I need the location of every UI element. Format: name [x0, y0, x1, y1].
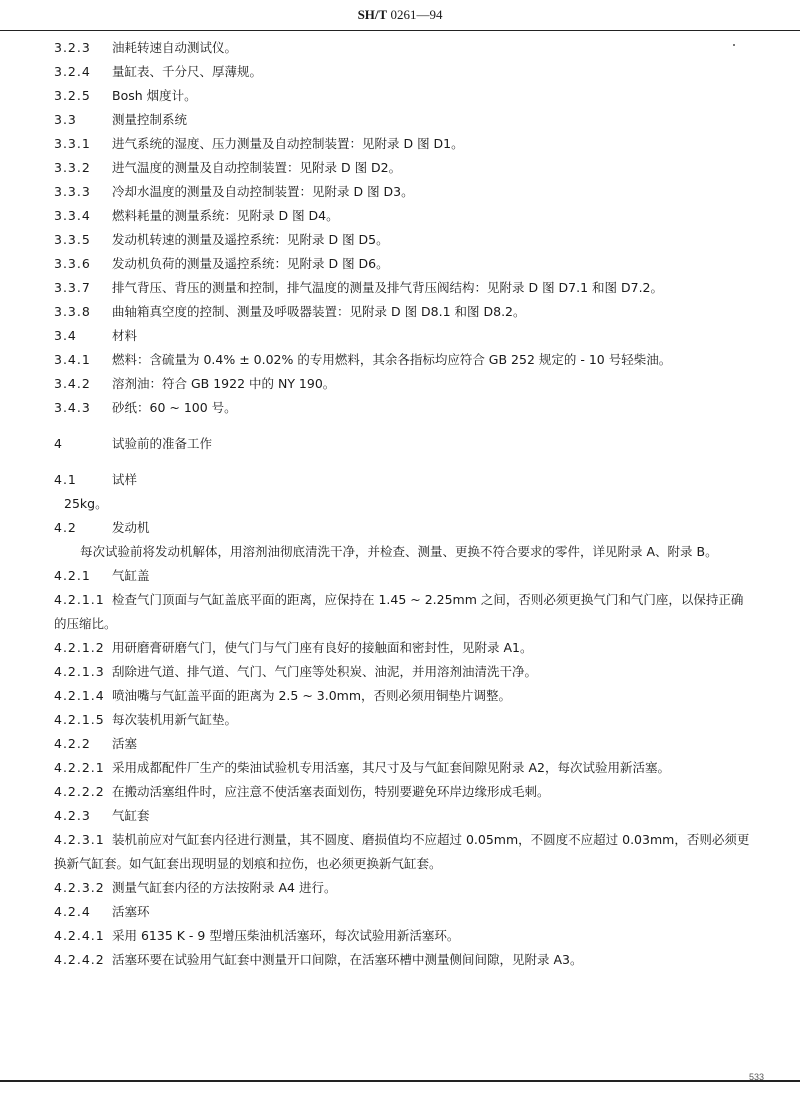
clause-text: 气缸盖	[112, 568, 150, 583]
clause-number: 3.4.1	[54, 352, 91, 367]
clause-text: 量缸表、千分尺、厚薄规。	[112, 64, 263, 79]
clause-number: 3.3.4	[54, 208, 91, 223]
clause-number: 3.3.8	[54, 304, 91, 319]
clause-number: 3.3	[54, 112, 77, 127]
clause-number: 4.2.1.2	[54, 640, 105, 655]
clause-number: 4.2.1.3	[54, 664, 105, 679]
clause-text: Bosh 烟度计。	[112, 88, 197, 103]
clause-line	[54, 564, 754, 588]
section-number: 4	[54, 436, 63, 451]
clause-text: 进气温度的测量及自动控制装置：见附录 D 图 D2。	[112, 160, 402, 175]
clause-number: 4.2.3.1	[54, 832, 105, 847]
clause-line	[54, 300, 754, 324]
clause-number: 4.2.2.2	[54, 784, 105, 799]
clause-number: 3.3.2	[54, 160, 91, 175]
document-body	[54, 36, 754, 972]
clause-line	[54, 60, 754, 84]
clause-line	[54, 372, 754, 396]
clause-text: 采用成都配件厂生产的柴油试验机专用活塞，其尺寸及与气缸套间隙见附录 A2，每次试验用新活塞。	[112, 760, 670, 775]
clause-line	[54, 900, 754, 924]
clause-line	[54, 468, 754, 492]
clause-line	[54, 828, 754, 876]
clause-text: 检查气门顶面与气缸盖底平面的距离，应保持在 1.45 ~ 2.25mm 之间，否则必须更换气门和气门座，以保持正确的压缩比。	[54, 592, 744, 631]
page-header	[0, 0, 800, 31]
clause-line	[54, 156, 754, 180]
clause-number: 3.4.2	[54, 376, 91, 391]
clause-line	[54, 396, 754, 420]
clause-text: 用研磨膏研磨气门，使气门与气门座有良好的接触面和密封性，见附录 A1。	[112, 640, 533, 655]
clause-number: 4.2.1	[54, 568, 91, 583]
footer-rule	[0, 1080, 800, 1082]
clause-text: 燃料耗量的测量系统：见附录 D 图 D4。	[112, 208, 339, 223]
clause-line	[54, 708, 754, 732]
clause-line	[54, 876, 754, 900]
clause-number: 4.2.4.2	[54, 952, 105, 967]
clause-line	[54, 684, 754, 708]
clause-text: 曲轴箱真空度的控制、测量及呼吸器装置：见附录 D 图 D8.1 和图 D8.2。	[112, 304, 526, 319]
clause-text: 材料	[112, 328, 138, 343]
clause-text: 刮除进气道、排气道、气门、气门座等处积炭、油泥，并用溶剂油清洗干净。	[112, 664, 538, 679]
standard-prefix: SH/T	[357, 7, 388, 22]
clause-number: 4.2.4.1	[54, 928, 105, 943]
clause-number: 4.2.2	[54, 736, 91, 751]
clause-number: 3.3.5	[54, 232, 91, 247]
clause-number: 3.2.3	[54, 40, 91, 55]
clause-line	[54, 132, 754, 156]
clause-line	[54, 540, 754, 564]
clause-text: 测量气缸套内径的方法按附录 A4 进行。	[112, 880, 337, 895]
clause-number: 3.2.4	[54, 64, 91, 79]
clause-text: 发动机	[112, 520, 150, 535]
clause-text: 在搬动活塞组件时，应注意不使活塞表面划伤，特别要避免环岸边缘形成毛刺。	[112, 784, 550, 799]
section-title: 试验前的准备工作	[112, 436, 213, 451]
clause-text: 采用 6135 K - 9 型增压柴油机活塞环，每次试验用新活塞环。	[112, 928, 460, 943]
clause-line	[54, 36, 754, 60]
clause-line	[54, 228, 754, 252]
clause-line	[54, 732, 754, 756]
clause-line	[54, 108, 754, 132]
clause-number: 4.2.1.1	[54, 592, 105, 607]
clause-line	[54, 780, 754, 804]
clause-line	[54, 324, 754, 348]
standard-code: 0261—94	[390, 7, 443, 22]
clause-text: 每次试验前将发动机解体，用溶剂油彻底清洗干净，并检查、测量、更换不符合要求的零件，详见附录 A、附录 B。	[80, 544, 718, 559]
clause-line	[54, 252, 754, 276]
clause-line	[54, 348, 754, 372]
clause-text: 排气背压、背压的测量和控制，排气温度的测量及排气背压阀结构：见附录 D 图 D7.1 和图 D7.2。	[112, 280, 664, 295]
clause-number: 3.3.1	[54, 136, 91, 151]
clause-text: 油耗转速自动测试仪。	[112, 40, 238, 55]
section-4-lines	[54, 468, 754, 972]
clause-text: 活塞	[112, 736, 138, 751]
clause-number: 4.2.4	[54, 904, 91, 919]
clause-line	[54, 636, 754, 660]
clause-text: 喷油嘴与气缸盖平面的距离为 2.5 ~ 3.0mm，否则必须用铜垫片调整。	[112, 688, 512, 703]
clause-text: 气缸套	[112, 808, 150, 823]
clause-line	[54, 588, 754, 636]
clause-number: 3.3.3	[54, 184, 91, 199]
clause-number: 3.3.7	[54, 280, 91, 295]
clause-line	[54, 180, 754, 204]
clause-line	[54, 492, 754, 516]
clause-text: 每次装机用新气缸垫。	[112, 712, 238, 727]
clause-line	[54, 660, 754, 684]
clause-line	[54, 756, 754, 780]
clause-text: 活塞环要在试验用气缸套中测量开口间隙，在活塞环槽中测量侧间间隙，见附录 A3。	[112, 952, 583, 967]
clause-text: 测量控制系统	[112, 112, 188, 127]
clause-text: 25kg。	[64, 496, 108, 511]
clause-number: 4.2.3.2	[54, 880, 105, 895]
section-4-title	[54, 432, 754, 456]
clause-number: 4.1	[54, 472, 77, 487]
clause-number: 4.2.1.5	[54, 712, 105, 727]
page-number: 533	[748, 1072, 764, 1082]
clause-text: 溶剂油：符合 GB 1922 中的 NY 190。	[112, 376, 336, 391]
clause-text: 装机前应对气缸套内径进行测量，其不圆度、磨损值均不应超过 0.05mm，不圆度不应超过 0.03mm，否则必须更换新气缸套。如气缸套出现明显的划痕和拉伤，也必须更换新气缸套。	[54, 832, 750, 871]
clause-number: 3.4.3	[54, 400, 91, 415]
clause-text: 冷却水温度的测量及自动控制装置：见附录 D 图 D3。	[112, 184, 414, 199]
clause-text: 发动机转速的测量及遥控系统：见附录 D 图 D5。	[112, 232, 389, 247]
clause-text: 活塞环	[112, 904, 150, 919]
clause-text: 燃料：含硫量为 0.4% ± 0.02% 的专用燃料，其余各指标均应符合 GB 252 规定的 - 10 号轻柴油。	[112, 352, 672, 367]
clause-line	[54, 204, 754, 228]
clause-number: 3.4	[54, 328, 77, 343]
clause-line	[54, 804, 754, 828]
clause-text: 发动机负荷的测量及遥控系统：见附录 D 图 D6。	[112, 256, 389, 271]
section-3-lines	[54, 36, 754, 420]
clause-text: 砂纸：60 ~ 100 号。	[112, 400, 237, 415]
clause-number: 3.2.5	[54, 88, 91, 103]
clause-number: 4.2.3	[54, 808, 91, 823]
clause-number: 4.2.1.4	[54, 688, 105, 703]
clause-line	[54, 948, 754, 972]
clause-number: 3.3.6	[54, 256, 91, 271]
clause-text: 进气系统的湿度、压力测量及自动控制装置：见附录 D 图 D1。	[112, 136, 464, 151]
clause-number: 4.2.2.1	[54, 760, 105, 775]
clause-text: 试样	[112, 472, 138, 487]
clause-number: 4.2	[54, 520, 77, 535]
clause-line	[54, 84, 754, 108]
clause-line	[54, 924, 754, 948]
clause-line	[54, 276, 754, 300]
clause-line	[54, 516, 754, 540]
